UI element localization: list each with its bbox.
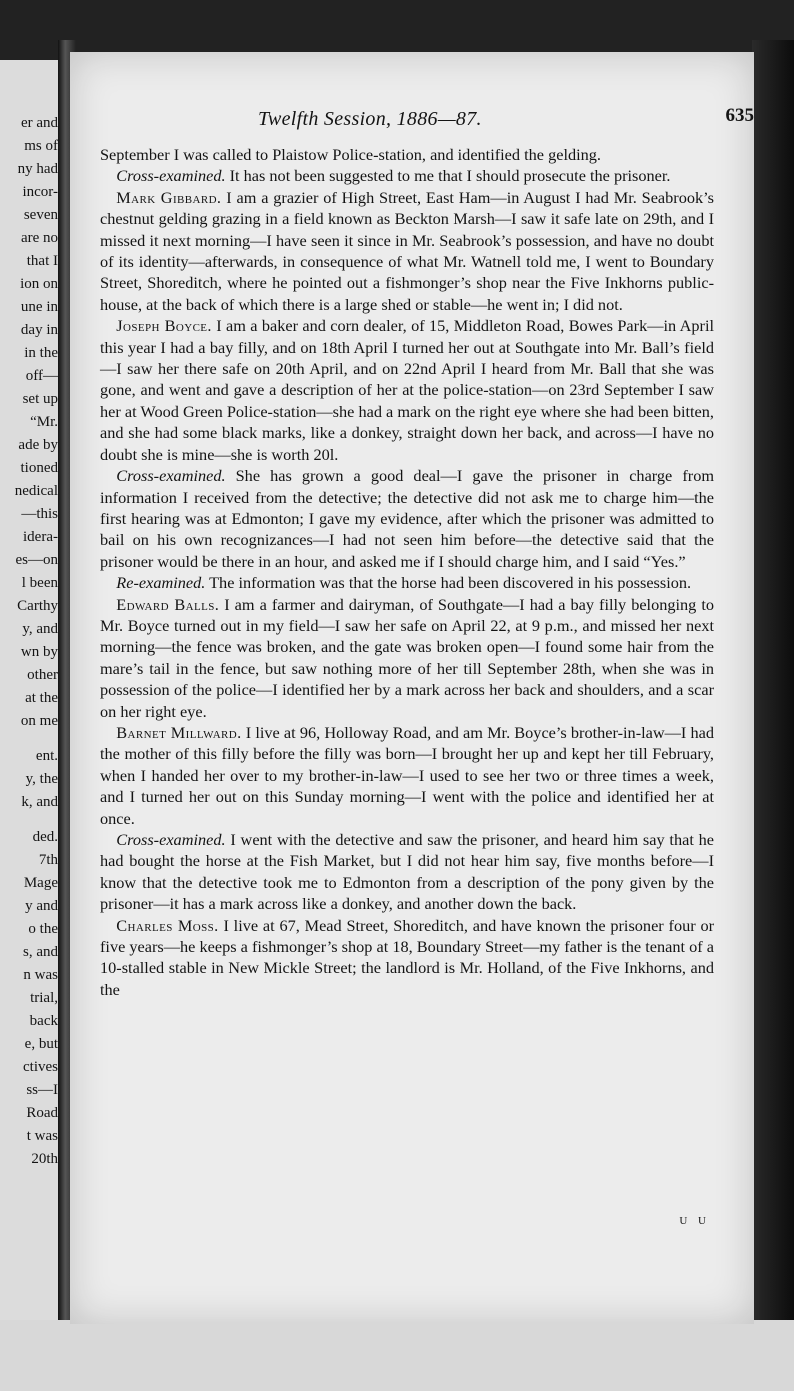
- page-header: [70, 105, 754, 138]
- facing-page-fragment: “Mr.: [30, 414, 58, 430]
- examination-label: Cross-examined.: [116, 166, 226, 186]
- facing-page-fragment: t was: [26, 1128, 58, 1144]
- testimony-paragraph: Edward Balls. I am a farmer and dairyman, of Southgate—I had a bay filly belonging to Mr. Boyce turned out in my field—I saw her safe on April 22, at 9 p.m., and missed her next morning—the fence was broken, and the gate was broken open—I found some hair from the mare’s tail in the fence, but saw nothing more of her till September 28th, when she was in possession of the police—I identified her by a mark across her back and shoulders, and a scar on her right eye.: [100, 594, 714, 721]
- facing-page-fragment: incor-: [22, 184, 58, 200]
- facing-page-fragment: y and: [25, 898, 58, 914]
- facing-page-fragment: ent.: [35, 748, 58, 764]
- testimony-paragraph: Cross-examined. It has not been suggested to me that I should prosecute the prisoner.: [116, 166, 671, 186]
- facing-page-fragment: e, but: [24, 1036, 58, 1052]
- book-page: [70, 52, 754, 1324]
- facing-page-fragment: es—on: [15, 552, 58, 568]
- facing-page-fragment: ion on: [20, 276, 58, 292]
- facing-page-fragment: on me: [20, 713, 58, 729]
- facing-page-fragment: nedical: [14, 483, 58, 499]
- facing-page-fragment: at the: [25, 690, 58, 706]
- facing-page-edge: [0, 60, 62, 1330]
- facing-page-fragment: tioned: [20, 460, 58, 476]
- page-number: 635: [725, 105, 754, 126]
- facing-page-fragment: off—: [25, 368, 58, 384]
- facing-page-fragment: wn by: [20, 644, 58, 660]
- facing-page-fragment: that I: [26, 253, 58, 269]
- page-edge-shadow: [752, 40, 794, 1340]
- facing-page-fragment: day in: [20, 322, 58, 338]
- facing-page-fragment: back: [29, 1013, 58, 1029]
- facing-page-fragment: 20th: [31, 1151, 58, 1167]
- witness-name: Edward Balls.: [116, 594, 220, 614]
- running-title: Twelfth Session, 1886—87.: [258, 108, 482, 130]
- facing-page-fragment: er and: [20, 115, 58, 131]
- facing-page-fragment: 7th: [38, 852, 58, 868]
- facing-page-fragment: Mage: [23, 875, 58, 891]
- facing-page-fragment: ms of: [24, 138, 58, 154]
- facing-page-fragment: y, and: [22, 621, 58, 637]
- facing-page-fragment: ctives: [23, 1059, 58, 1075]
- testimony-paragraph: September I was called to Plaistow Police-station, and identified the gelding.: [100, 145, 601, 164]
- facing-page-fragment: seven: [23, 207, 58, 223]
- scan-background-top: [0, 0, 794, 60]
- facing-page-fragment: set up: [22, 391, 58, 407]
- examination-label: Cross-examined.: [116, 466, 226, 486]
- facing-page-fragment: ss—I: [26, 1082, 58, 1098]
- testimony-paragraph: Re-examined. The information was that the horse had been discovered in his possession.: [116, 573, 692, 593]
- facing-page-fragment: n was: [23, 967, 58, 983]
- facing-page-fragment: l been: [21, 575, 58, 591]
- facing-page-fragment: —this: [21, 506, 58, 522]
- witness-name: Joseph Boyce.: [116, 316, 212, 336]
- facing-page-fragment: other: [27, 667, 58, 683]
- signature-mark: U U: [679, 1215, 710, 1227]
- facing-page-fragment: y, the: [25, 771, 58, 787]
- facing-page-fragment: are no: [20, 230, 58, 246]
- facing-page-fragment: o the: [28, 921, 58, 937]
- facing-page-fragment: k, and: [21, 794, 58, 810]
- facing-page-fragment: idera-: [23, 529, 58, 545]
- facing-page-fragment: ade by: [18, 437, 58, 453]
- testimony-text: [100, 144, 714, 1000]
- facing-page-fragment: ny had: [17, 161, 58, 177]
- examination-label: Cross-examined.: [116, 830, 226, 849]
- facing-page-fragment: in the: [24, 345, 58, 361]
- facing-page-fragment: ded.: [32, 829, 58, 845]
- facing-page-fragment: Carthy: [17, 598, 58, 614]
- examination-label: Re-examined.: [116, 573, 206, 593]
- testimony-paragraph: Cross-examined. She has grown a good deal—I gave the prisoner in charge from information I received from the detective; the detective did not ask me to charge him—the first hearing was at Edmonton; I gave my evidence, after which the prisoner was admitted to bail on his own recognizances—I had not seen him before—the detective said that the prisoner would be there in an hour, and asked me if I should charge him, and I said “Yes.”: [100, 466, 714, 571]
- facing-page-fragment: s, and: [23, 944, 58, 960]
- facing-page-fragment: Road: [26, 1105, 58, 1121]
- testimony-paragraph: Joseph Boyce. I am a baker and corn dealer, of 15, Middleton Road, Bowes Park—in April this year I had a bay filly, and on 18th April I turned her out at Southgate into Mr. Ball’s field—I saw her there safe on 20th April, and on 22nd April I heard from Mr. Ball that she was gone, and went and gave a description of her at the police-station—on 23rd September I saw her at Wood Green Police-station—she had a mark on the right eye where she had been bitten, and she had some black marks, like a donkey, straight down her back, and across—I have no doubt she is mine—she is worth 20l.: [100, 316, 714, 464]
- witness-name: Charles Moss.: [116, 915, 219, 935]
- witness-name: Barnet Millward.: [116, 722, 242, 742]
- facing-page-fragment: une in: [20, 299, 58, 315]
- testimony-paragraph: Cross-examined. I went with the detective and saw the prisoner, and heard him say that he had bought the horse at the Fish Market, but I did not hear him say, five months before—I know that the detective took me to Edmonton from a description of the pony given by the prisoner—it has a mark across like a donkey, and another down the back.: [100, 830, 714, 914]
- scan-background-bottom: [0, 1320, 794, 1391]
- testimony-paragraph: Barnet Millward. I live at 96, Holloway Road, and am Mr. Boyce’s brother-in-law—I had the mother of this filly before the filly was born—I brought her up and kept her till February, when I handed her over to my brother-in-law—I used to see her two or three times a week, and I turned her out on this Sunday morning—I went with the police and identified her at once.: [100, 722, 714, 828]
- facing-page-fragment: trial,: [30, 990, 58, 1006]
- witness-name: Mark Gibbard.: [116, 187, 222, 207]
- testimony-paragraph: Mark Gibbard. I am a grazier of High Street, East Ham—in August I had Mr. Seabrook’s chestnut gelding grazing in a field known as Beckton Marsh—I saw it safe late on 29th, and I missed it next morning—I have seen it since in Mr. Seabrook’s possession, and have no doubt of its identity—afterwards, in consequence of what Mr. Watnell told me, I went to Boundary Street, Shoreditch, where he pointed out a fishmonger’s shop near the Five Inkhorns public-house, at the back of which there is a large shed or stable—he went in; I did not.: [100, 187, 714, 314]
- testimony-paragraph: Charles Moss. I live at 67, Mead Street, Shoreditch, and have known the prisoner four or five years—he keeps a fishmonger’s shop at 18, Boundary Street—my father is the tenant of a 10-stalled stable in New Mickle Street; the landlord is Mr. Holland, of the Five Inkhorns, and the: [100, 915, 715, 999]
